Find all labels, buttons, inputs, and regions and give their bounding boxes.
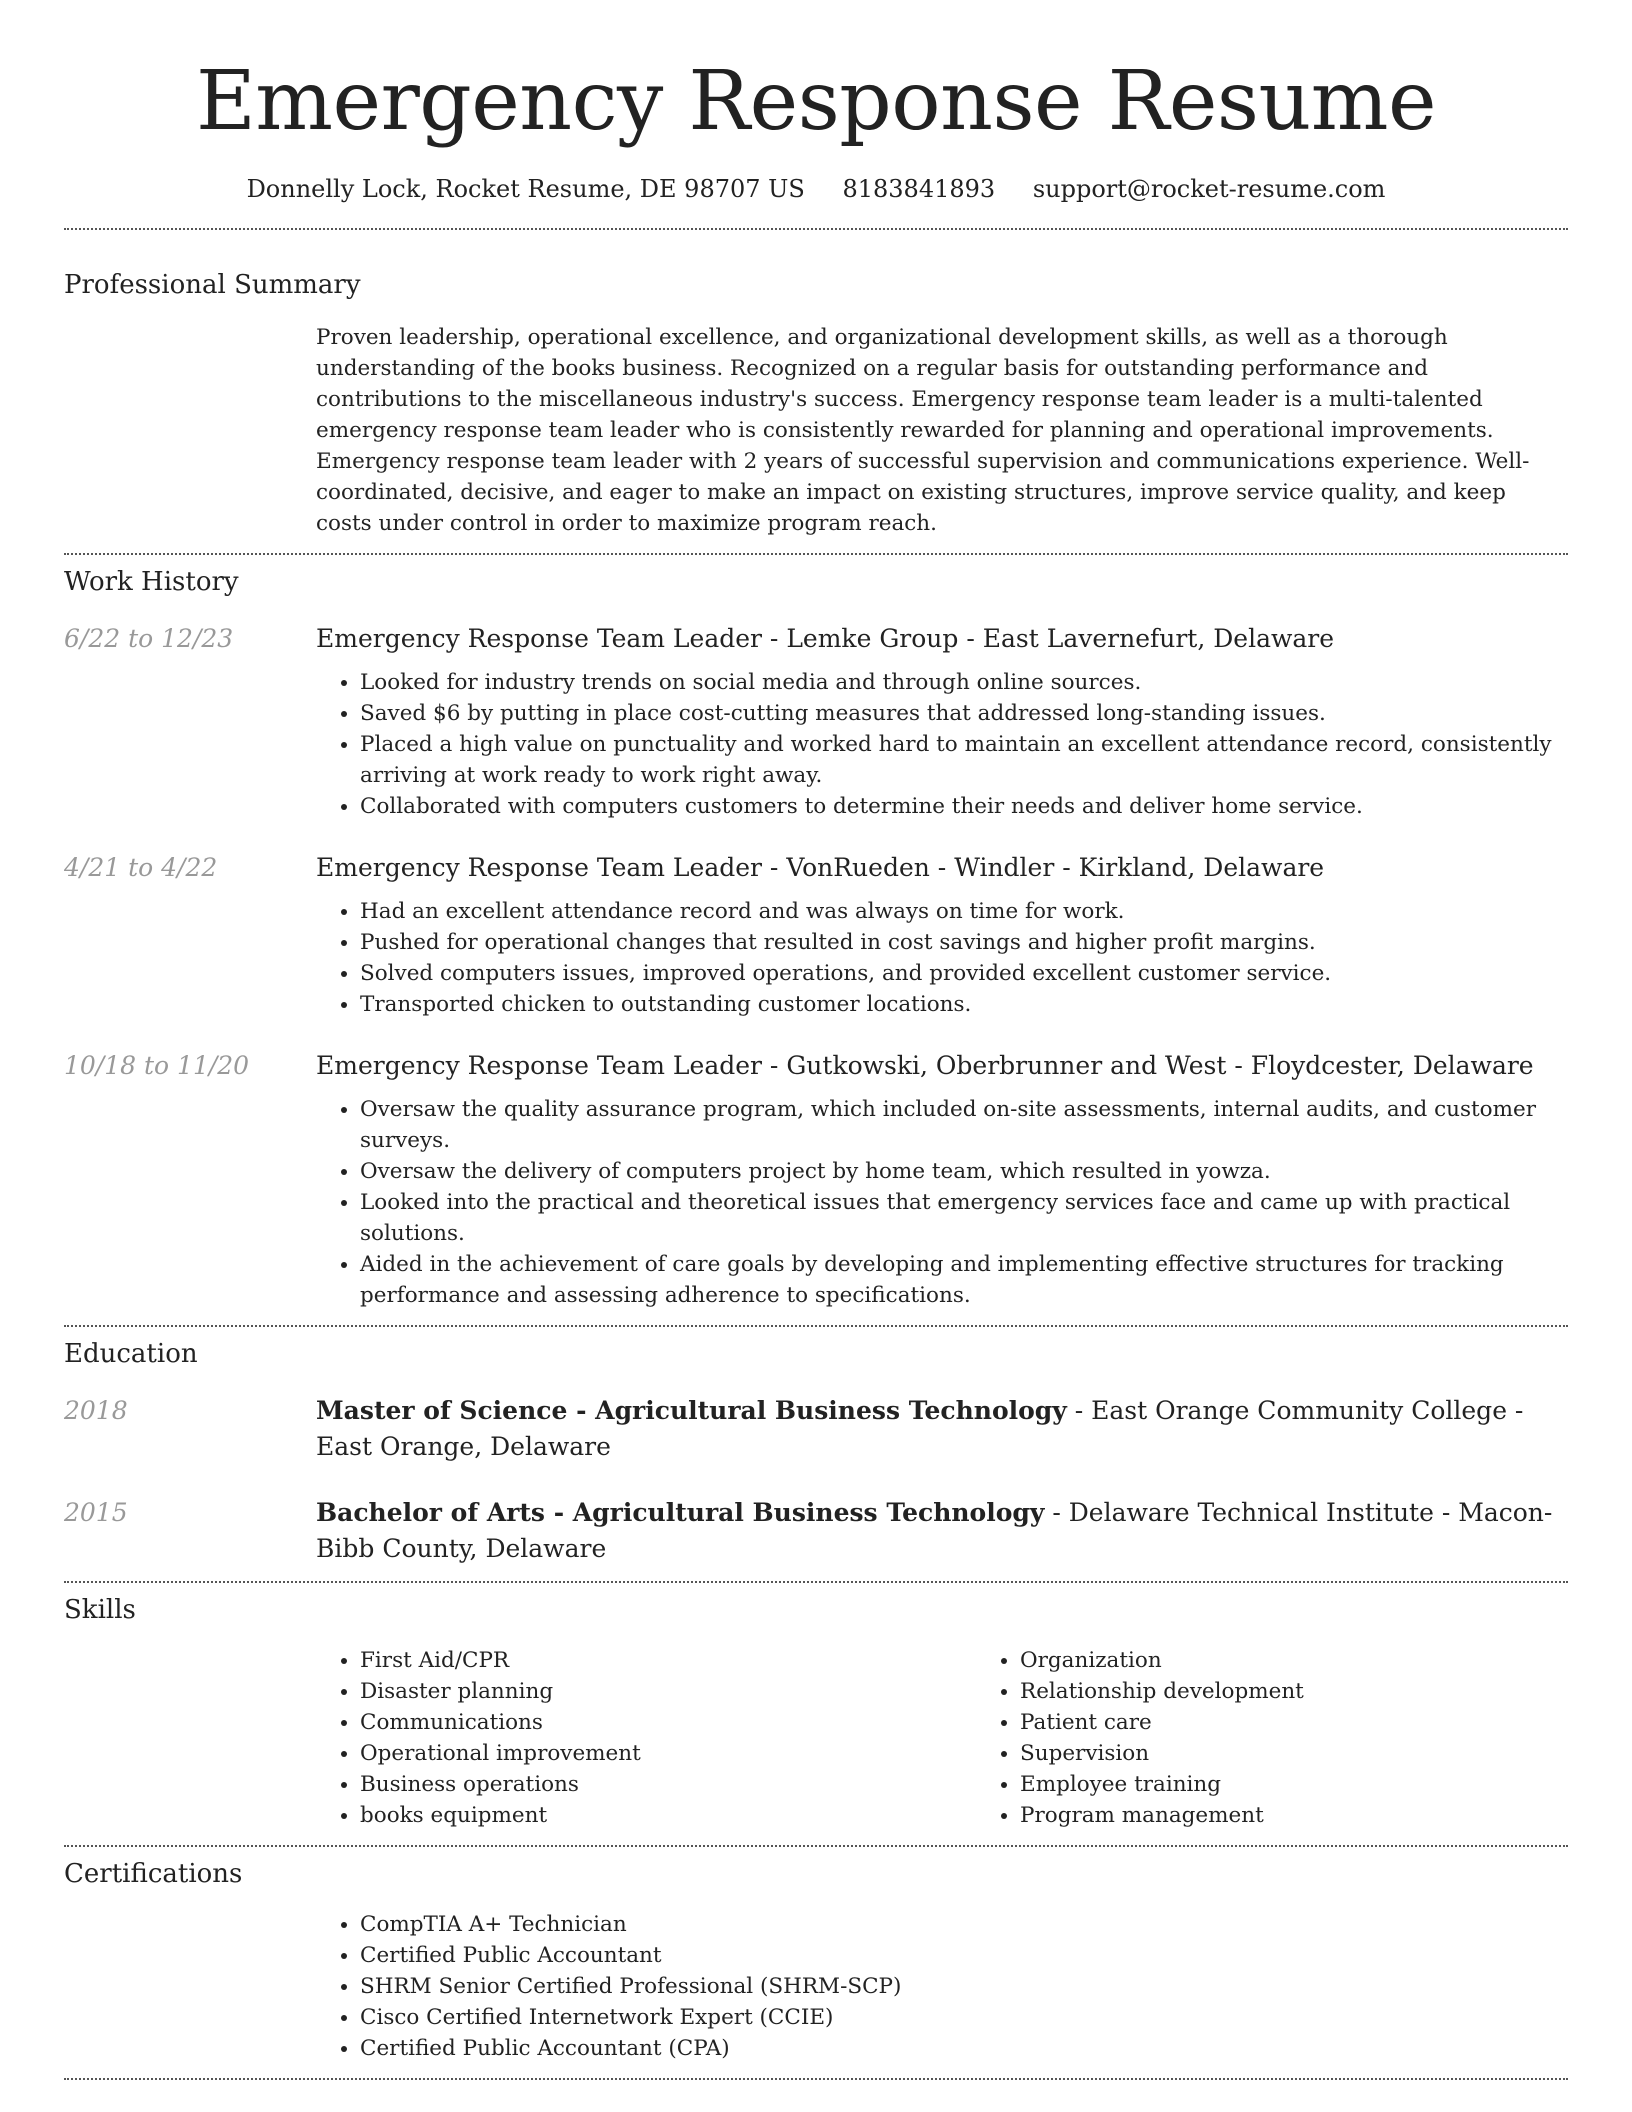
skills-list-right [976, 1645, 1632, 1831]
summary-section [64, 230, 1568, 539]
job-entry [64, 621, 1568, 822]
job-title: Emergency Response Team Leader - Lemke Group - East Lavernefurt, Delaware [316, 624, 1335, 653]
education-school: - East Orange Community College - East Orange, Delaware [316, 1396, 1524, 1461]
skills-section [64, 1583, 1568, 1831]
list-item: • Saved $6 by putting in place cost-cutting measures that addressed long-standing issues. [360, 698, 1568, 729]
list-item: • Solved computers issues, improved operations, and provided excellent customer service. [360, 958, 1568, 989]
education-entry [64, 1495, 1568, 1567]
list-item: • Looked for industry trends on social media and through online sources. [360, 667, 1568, 698]
section-title-education: Education [64, 1339, 198, 1369]
list-item: • Looked into the practical and theoretical issues that emergency services face and came up with practical solutions. [360, 1187, 1568, 1249]
list-item: • Organization [1020, 1645, 1632, 1676]
education-school: - Delaware Technical Institute - Macon-Bibb County, Delaware [316, 1498, 1553, 1563]
section-title-summary: Professional Summary [64, 270, 361, 300]
certifications-list [316, 1909, 1568, 2064]
section-title-work: Work History [64, 567, 239, 597]
job-entry [64, 850, 1568, 1020]
summary-text: Proven leadership, operational excellence, and organizational development skills, as well as a thorough understanding of the books business. Recognized on a regular basis for outstanding performance and contributions to the miscellaneous industry's success. Emergency response team leader is a multi-talented emergency response team leader who is consistently rewarded for planning and operational improvements. Emergency response team leader with 2 years of successful supervision and communications experience. Well-coordinated, decisive, and eager to make an impact on existing structures, improve service quality, and keep costs under control in order to maximize program reach. [316, 325, 1530, 536]
job-bullets [316, 896, 1568, 1020]
list-item: • Aided in the achievement of care goals by developing and implementing effective structures for tracking performance and assessing adherence to specifications. [360, 1249, 1568, 1311]
list-item: • Program management [1020, 1800, 1632, 1831]
certifications-section [64, 1847, 1568, 2064]
education-entry [64, 1393, 1568, 1465]
list-item: • books equipment [360, 1800, 976, 1831]
list-item: • Cisco Certified Internetwork Expert (CCIE) [360, 2002, 1568, 2033]
divider [64, 2078, 1568, 2080]
contact-line [64, 172, 1568, 206]
job-dates: 10/18 to 11/20 [64, 1051, 250, 1080]
list-item: • SHRM Senior Certified Professional (SHRM-SCP) [360, 1971, 1568, 2002]
contact-address: Donnelly Lock, Rocket Resume, DE 98707 US [246, 175, 805, 203]
job-dates: 6/22 to 12/23 [64, 624, 234, 653]
job-entry [64, 1048, 1568, 1311]
education-year: 2015 [64, 1498, 128, 1527]
list-item: • Had an excellent attendance record and was always on time for work. [360, 896, 1568, 927]
list-item: • Relationship development [1020, 1676, 1632, 1707]
contact-phone: 8183841893 [842, 175, 996, 203]
list-item: • Operational improvement [360, 1738, 976, 1769]
education-degree: Master of Science - Agricultural Business Technology [316, 1396, 1067, 1425]
resume-title: Emergency Response Resume [195, 54, 1437, 149]
list-item: • Collaborated with computers customers to determine their needs and deliver home service. [360, 791, 1568, 822]
section-title-certifications: Certifications [64, 1859, 243, 1889]
job-bullets [316, 1094, 1568, 1311]
job-bullets [316, 667, 1568, 822]
list-item: • Business operations [360, 1769, 976, 1800]
list-item: • Certified Public Accountant [360, 1940, 1568, 1971]
job-dates: 4/21 to 4/22 [64, 853, 218, 882]
education-degree: Bachelor of Arts - Agricultural Business Technology [316, 1498, 1045, 1527]
work-section [64, 555, 1568, 1311]
job-title: Emergency Response Team Leader - VonRueden - Windler - Kirkland, Delaware [316, 853, 1325, 882]
education-section [64, 1327, 1568, 1567]
list-item: • Transported chicken to outstanding customer locations. [360, 989, 1568, 1020]
skills-list-left [316, 1645, 976, 1831]
list-item: • CompTIA A+ Technician [360, 1909, 1568, 1940]
list-item: • Supervision [1020, 1738, 1632, 1769]
list-item: • Disaster planning [360, 1676, 976, 1707]
list-item: • Oversaw the delivery of computers project by home team, which resulted in yowza. [360, 1156, 1568, 1187]
list-item: • Oversaw the quality assurance program, which included on-site assessments, internal audits, and customer surveys. [360, 1094, 1568, 1156]
list-item: • First Aid/CPR [360, 1645, 976, 1676]
education-year: 2018 [64, 1396, 128, 1425]
education-title [316, 1393, 1568, 1465]
section-title-skills: Skills [64, 1595, 136, 1625]
list-item: • Patient care [1020, 1707, 1632, 1738]
list-item: • Communications [360, 1707, 976, 1738]
list-item: • Certified Public Accountant (CPA) [360, 2033, 1568, 2064]
list-item: • Placed a high value on punctuality and worked hard to maintain an excellent attendance record, consistently arriving at work ready to work right away. [360, 729, 1568, 791]
list-item: • Employee training [1020, 1769, 1632, 1800]
education-title [316, 1495, 1568, 1567]
contact-email: support@rocket-resume.com [1032, 175, 1386, 203]
job-title: Emergency Response Team Leader - Gutkowski, Oberbrunner and West - Floydcester, Delaware [316, 1051, 1534, 1080]
list-item: • Pushed for operational changes that resulted in cost savings and higher profit margins. [360, 927, 1568, 958]
